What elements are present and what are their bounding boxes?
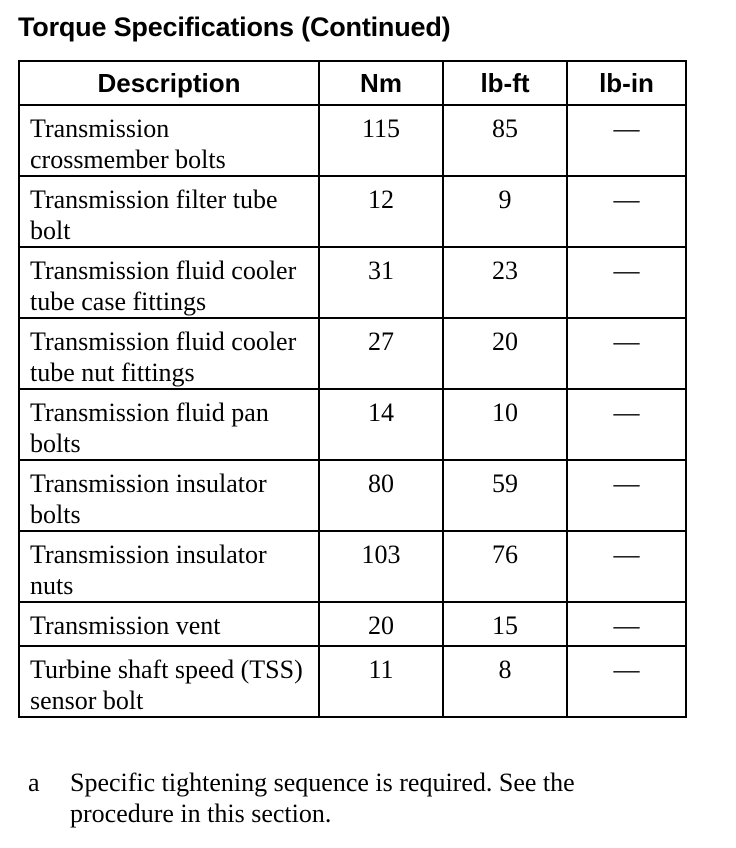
lb-ft-cell: 23 xyxy=(443,247,567,318)
description-cell: Transmission vent xyxy=(19,602,319,646)
lb-in-cell: — xyxy=(567,531,686,602)
table-row xyxy=(19,176,686,247)
torque-spec-table xyxy=(18,60,687,718)
table-row xyxy=(19,247,686,318)
lb-ft-cell: 9 xyxy=(443,176,567,247)
description-cell: Transmission insulator nuts xyxy=(19,531,319,602)
nm-cell: 115 xyxy=(319,105,443,176)
lb-in-cell: — xyxy=(567,460,686,531)
nm-cell: 11 xyxy=(319,646,443,717)
nm-cell: 80 xyxy=(319,460,443,531)
lb-in-cell: — xyxy=(567,602,686,646)
nm-cell: 20 xyxy=(319,602,443,646)
table-row xyxy=(19,531,686,602)
description-cell: Turbine shaft speed (TSS) sensor bolt xyxy=(19,646,319,717)
nm-cell: 31 xyxy=(319,247,443,318)
nm-cell: 103 xyxy=(319,531,443,602)
nm-cell: 27 xyxy=(319,318,443,389)
lb-ft-cell: 10 xyxy=(443,389,567,460)
column-header-lb-in: lb-in xyxy=(567,61,686,105)
lb-ft-cell: 15 xyxy=(443,602,567,646)
lb-in-cell: — xyxy=(567,176,686,247)
description-cell: Transmission fluid cooler tube case fittings xyxy=(19,247,319,318)
column-header-nm: Nm xyxy=(319,61,443,105)
footnote-marker: a xyxy=(28,768,40,797)
table-row xyxy=(19,646,686,717)
column-header-description: Description xyxy=(19,61,319,105)
footnote-text: Specific tightening sequence is required. See the procedure in this section. xyxy=(70,768,575,828)
table-row xyxy=(19,602,686,646)
nm-cell: 12 xyxy=(319,176,443,247)
description-cell: Transmission insulator bolts xyxy=(19,460,319,531)
table-row xyxy=(19,389,686,460)
description-cell: Transmission fluid pan bolts xyxy=(19,389,319,460)
lb-ft-cell: 8 xyxy=(443,646,567,717)
lb-ft-cell: 59 xyxy=(443,460,567,531)
description-cell: Transmission filter tube bolt xyxy=(19,176,319,247)
lb-in-cell: — xyxy=(567,389,686,460)
lb-ft-cell: 85 xyxy=(443,105,567,176)
nm-cell: 14 xyxy=(319,389,443,460)
lb-in-cell: — xyxy=(567,247,686,318)
lb-in-cell: — xyxy=(567,646,686,717)
column-header-lb-ft: lb-ft xyxy=(443,61,567,105)
table-row xyxy=(19,105,686,176)
lb-in-cell: — xyxy=(567,318,686,389)
lb-ft-cell: 20 xyxy=(443,318,567,389)
table-header-row xyxy=(19,61,686,105)
description-cell: Transmission crossmember bolts xyxy=(19,105,319,176)
lb-ft-cell: 76 xyxy=(443,531,567,602)
table-row xyxy=(19,460,686,531)
description-cell: Transmission fluid cooler tube nut fittings xyxy=(19,318,319,389)
page-title: Torque Specifications (Continued) xyxy=(18,12,451,42)
table-row xyxy=(19,318,686,389)
lb-in-cell: — xyxy=(567,105,686,176)
